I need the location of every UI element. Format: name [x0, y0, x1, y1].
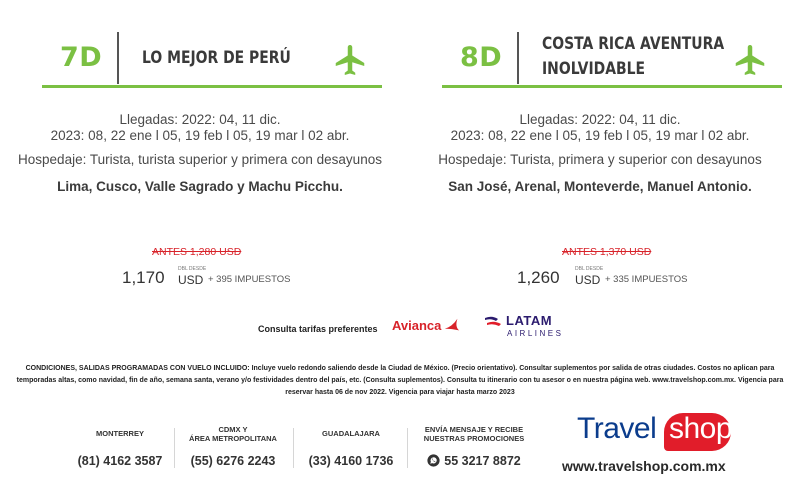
lodging-text: Hospedaje: Turista, primera y superior con desayunos — [438, 152, 762, 167]
price-from-label: DBL DESDE — [178, 266, 207, 272]
tour-header — [442, 28, 782, 88]
price-block — [517, 246, 717, 290]
lodging-text: Hospedaje: Turista, turista superior y primera con desayunos — [18, 152, 382, 167]
header-underline — [42, 85, 382, 88]
contact-label-2: NUESTRAS PROMOCIONES — [423, 434, 525, 443]
price-currency: USD — [178, 273, 204, 287]
price-amount: 1,260 — [517, 268, 560, 287]
header-underline — [442, 85, 782, 88]
contact-monterrey — [70, 425, 170, 475]
divider — [407, 428, 408, 468]
price-block — [122, 246, 322, 290]
tour-title-line-2: INOLVIDABLE — [542, 59, 646, 79]
tour-header — [42, 28, 382, 88]
latam-logo-text: LATAM — [506, 313, 553, 328]
avianca-logo — [443, 316, 461, 334]
conditions-text: CONDICIONES, SALIDAS PROGRAMADAS CON VUELO INCLUIDO: Incluye vuelo redondo saliendo desde la Ciudad de México. (Precio orientativo). Consultar suplementos por salida de otras ciudades. Costos no aplican para temporadas altas, como navidad, fin de año, semana santa, verano y/o festividades dentro del país, etc. (Consulta suplementos). Consulta tu itinerario con tu asesor o en nuestra página web. www.travelshop.com.mx. Vigencia para reservar hasta 06 de nov 2022. Vigencia para viajar hasta marzo 2023 — [16, 365, 784, 396]
latam-subtext: AIRLINES — [507, 329, 564, 338]
old-price: ANTES 1,370 USD — [562, 246, 652, 258]
contact-guadalajara — [297, 425, 405, 475]
brand-logo-travel: Travel — [577, 412, 657, 445]
price-taxes: + 395 IMPUESTOS — [208, 274, 291, 285]
brand-logo-shop: shop — [669, 412, 733, 445]
whatsapp-link[interactable] — [410, 454, 538, 468]
phone-link[interactable]: (55) 6276 2243 — [190, 454, 276, 468]
contact-label: GUADALAJARA — [322, 429, 380, 438]
contact-cdmx — [178, 425, 288, 475]
arrivals-line-2: 2023: 08, 22 ene l 05, 19 feb l 05, 19 mar l 02 abr. — [450, 128, 750, 143]
route-text: San José, Arenal, Monteverde, Manuel Antonio. — [448, 179, 752, 194]
divider — [117, 32, 119, 84]
route-text: Lima, Cusco, Valle Sagrado y Machu Picchu. — [57, 179, 343, 194]
arrivals-line-1: Llegadas: 2022: 04, 11 dic. — [519, 112, 681, 127]
whatsapp-number: 55 3217 8872 — [444, 454, 521, 468]
divider — [293, 428, 294, 468]
whatsapp-icon — [427, 454, 440, 467]
avianca-logo-text: Avianca — [392, 318, 442, 333]
contact-whatsapp — [410, 425, 538, 475]
divider — [517, 32, 519, 84]
arrivals-line-2: 2023: 08, 22 ene l 05, 19 feb l 05, 19 mar l 02 abr. — [50, 128, 350, 143]
contact-label: CDMX Y — [218, 425, 248, 434]
tour-title: LO MEJOR DE PERÚ — [142, 48, 291, 68]
website-link[interactable]: www.travelshop.com.mx — [562, 458, 726, 474]
phone-link[interactable]: (33) 4160 1736 — [308, 454, 394, 468]
price-amount: 1,170 — [122, 268, 165, 287]
arrivals-line-1: Llegadas: 2022: 04, 11 dic. — [119, 112, 281, 127]
contact-label: ENVÍA MENSAJE Y RECIBE — [424, 425, 524, 434]
price-taxes: + 335 IMPUESTOS — [605, 274, 688, 285]
airplane-icon — [332, 42, 368, 78]
airplane-icon — [732, 42, 768, 78]
divider — [174, 428, 175, 468]
contact-label-2: ÁREA METROPOLITANA — [189, 434, 277, 443]
phone-link[interactable]: (81) 4162 3587 — [77, 454, 163, 468]
airline-prompt: Consulta tarifas preferentes — [258, 324, 378, 334]
tour-days: 7D — [60, 42, 103, 73]
tour-title — [542, 32, 731, 82]
latam-logo — [484, 314, 506, 328]
price-currency: USD — [575, 273, 601, 287]
price-from-label: DBL DESDE — [575, 266, 604, 272]
tour-title-line-1: COSTA RICA AVENTURA — [542, 34, 725, 54]
old-price: ANTES 1,280 USD — [152, 246, 242, 258]
contact-label: MONTERREY — [96, 429, 144, 438]
tour-days: 8D — [460, 42, 503, 73]
